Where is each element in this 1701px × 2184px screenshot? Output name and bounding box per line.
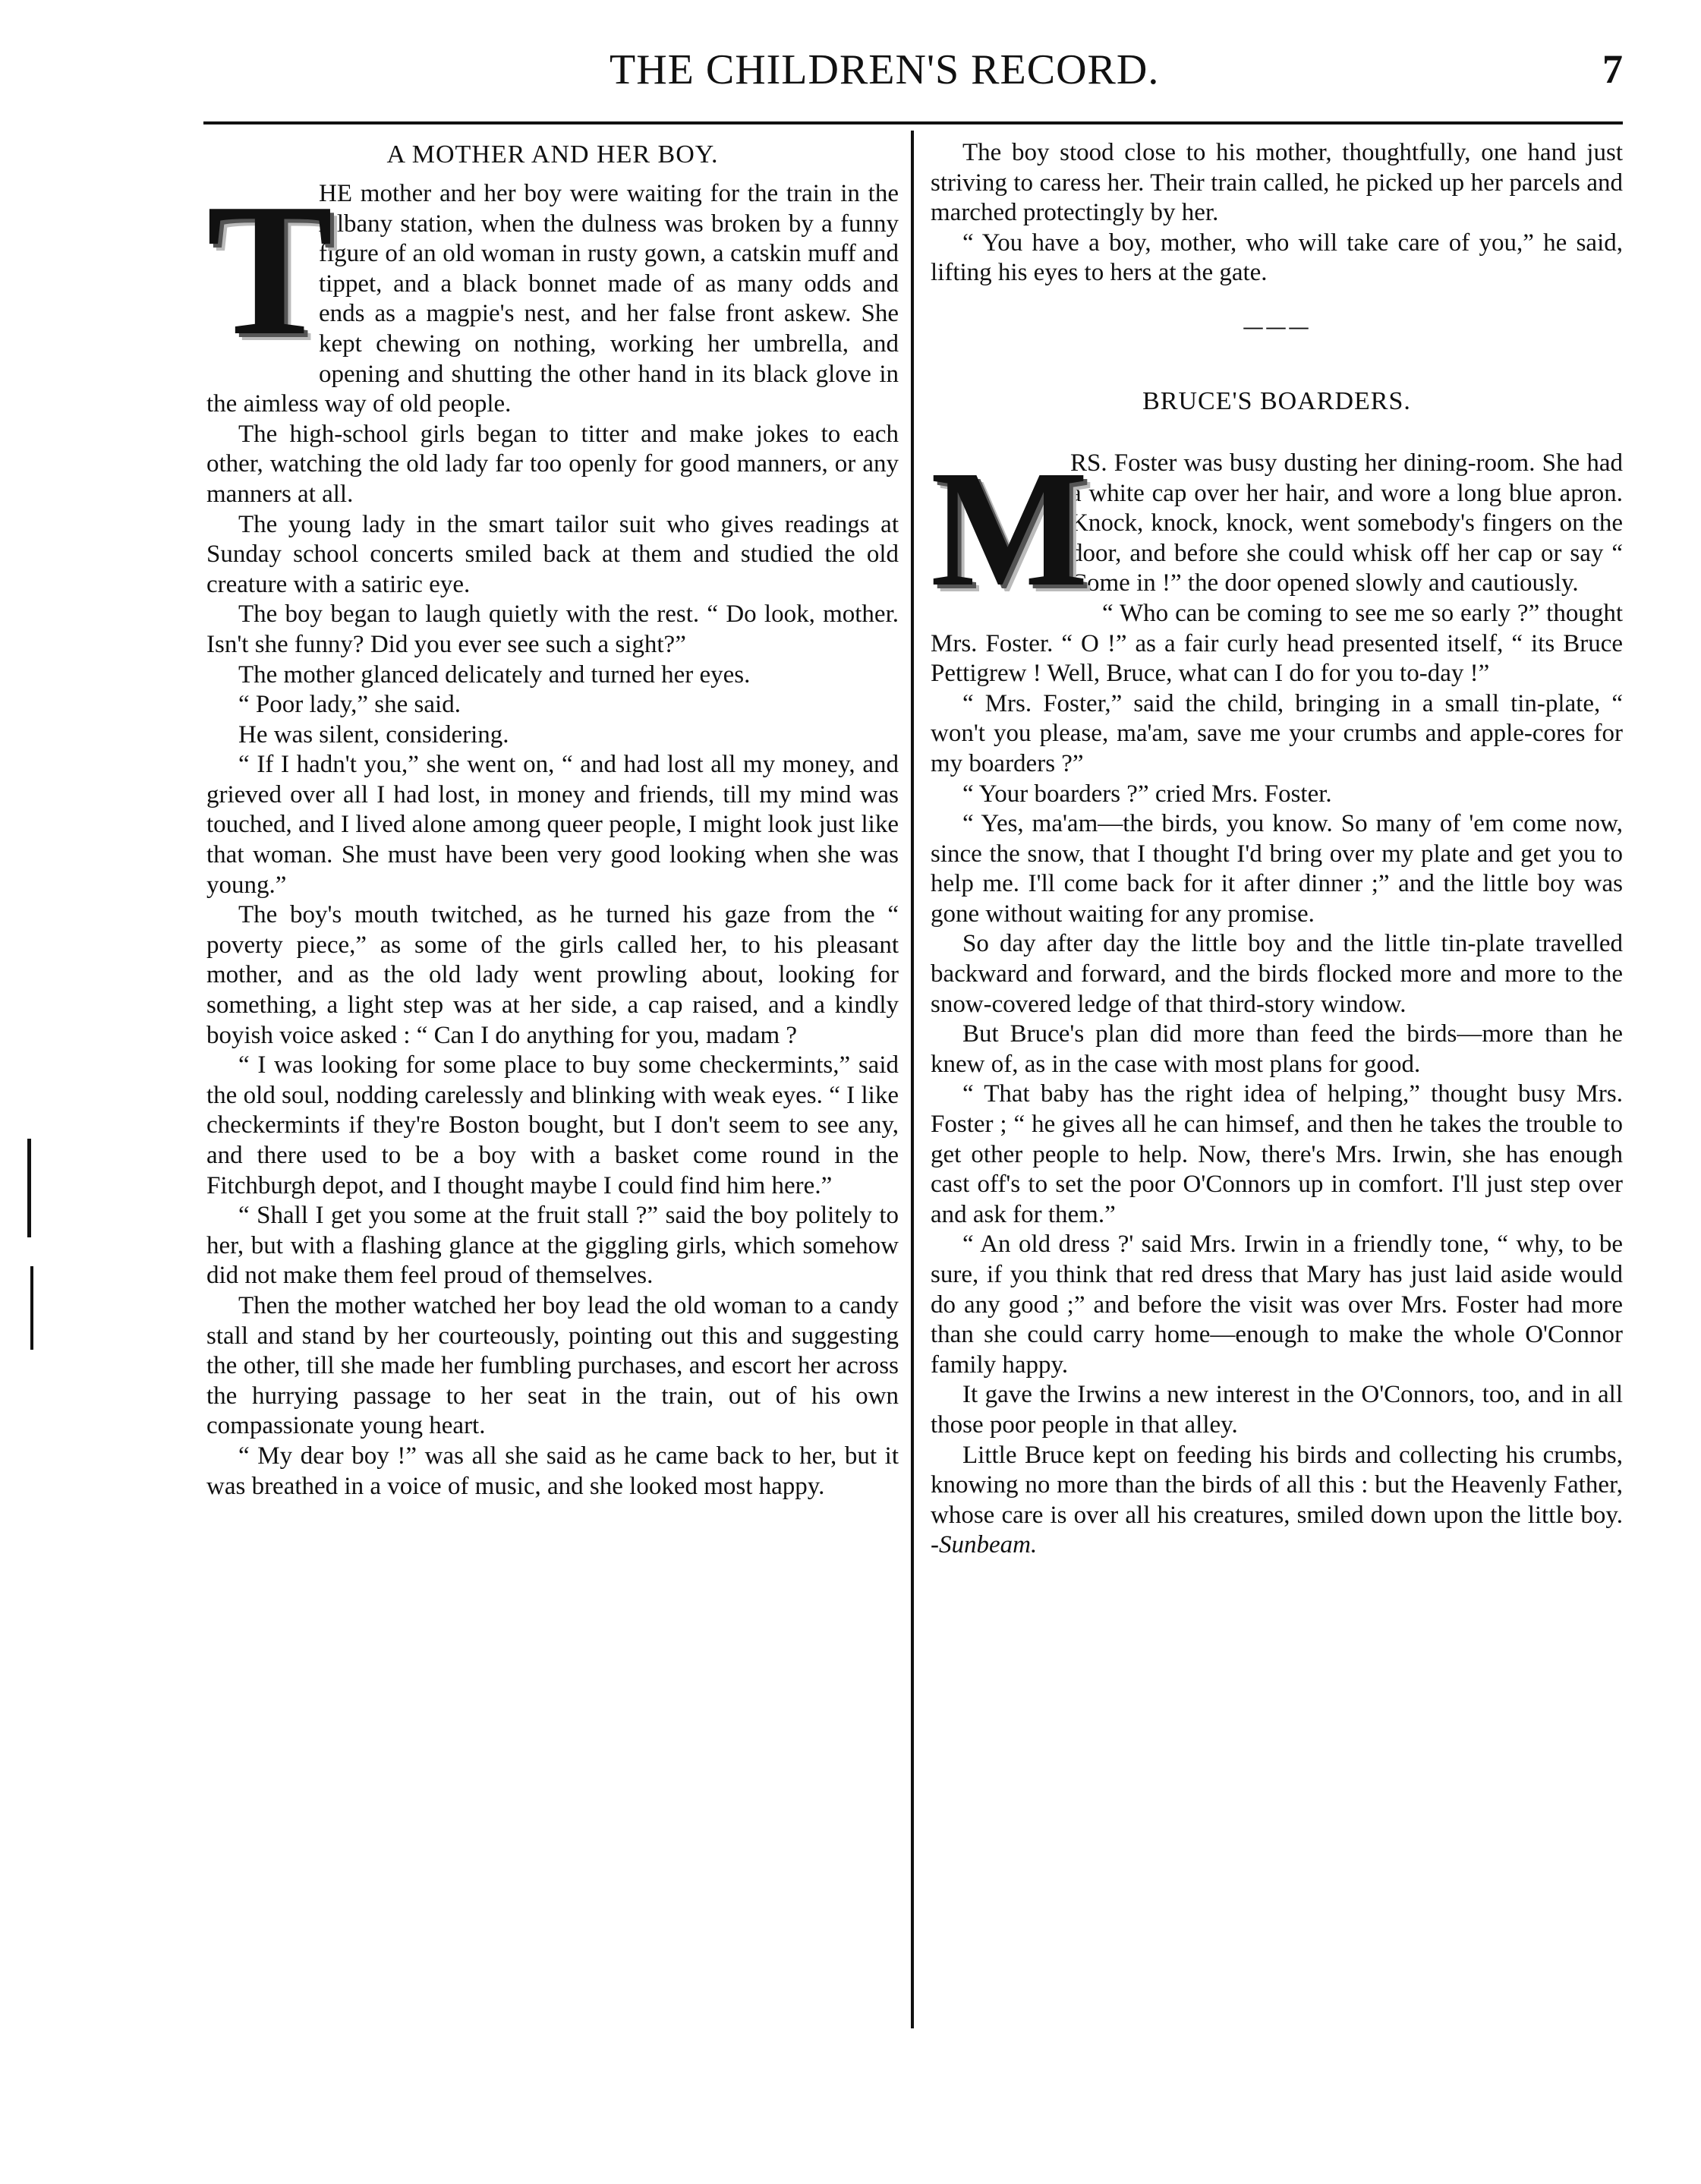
page-header xyxy=(203,44,1623,105)
paragraph: But Bruce's plan did more than feed the birds—more than he knew of, as in the case with most plans for good. xyxy=(931,1020,1623,1078)
paragraph: Then the mother watched her boy lead the old woman to a candy stall and stand by her courteously, pointing out this and suggesting the other, till she made her fumbling purchases, and escort her across the hurrying passage to her seat in the train, out of his own compassionate young heart. xyxy=(206,1291,899,1440)
dropcap-letter: M xyxy=(931,435,1088,621)
paragraph: So day after day the little boy and the little tin-plate travelled backward and forward, and the birds flocked more and more to the snow-covered ledge of that third-story window. xyxy=(931,930,1623,1018)
paragraph: The young lady in the smart tailor suit who gives readings at Sunday school concerts smiled back at them and studied the old creature with a satiric eye. xyxy=(206,510,899,598)
header-rule xyxy=(203,121,1623,124)
paragraph: “ I was looking for some place to buy some checkermints,” said the old soul, nodding carelessly and blinking with weak eyes. “ I like checkermints if they're Boston bought, but I don't seem to see any, and there used to be a boy with a basket come round in the Fitchburgh depot, and I thought maybe I could find him here.” xyxy=(206,1051,899,1199)
paragraph: “ An old dress ?' said Mrs. Irwin in a friendly tone, “ why, to be sure, if you think that red dress that Mary has just laid aside would do any good ;” and before the visit was over Mrs. Foster had more than she could carry home—enough to make the whole O'Connor family happy. xyxy=(931,1231,1623,1379)
paragraph: HE mother and her boy were waiting for the train in the Albany station, when the dulness was broken by a funny figure of an old woman in rusty gown, a catskin muff and tippet, and a black bonnet made of as many odds and ends as a magpie's nest, and her false front askew. She kept chewing on nothing, working her umbrella, and opening and shutting the other hand in its black glove in the aimless way of old people. xyxy=(206,180,899,418)
paragraph: The boy's mouth twitched, as he turned his gaze from the “ poverty piece,” as some of the girls called her, to his pleasant mother, and as the old lady went prowling about, looking for something, a light step was at her side, a cap raised, and a kindly boyish voice asked : “ Can I do anything for you, madam ? xyxy=(206,901,899,1049)
paragraph: The high-school girls began to titter and make jokes to each other, watching the old lady far too openly for good manners, or any manners at all. xyxy=(206,420,899,508)
story-separator: ——— xyxy=(1243,314,1311,339)
paragraph: “ If I hadn't you,” she went on, “ and had lost all my money, and grieved over all I had lost, in money and friends, till my mind was touched, and I lived alone among queer people, I might look just like that woman. She must have been very good looking when she was young.” xyxy=(206,751,899,899)
scan-mark xyxy=(27,1139,31,1237)
story2-dropcap xyxy=(931,435,1088,621)
paragraph: He was silent, considering. xyxy=(238,720,509,748)
story1-dropcap xyxy=(206,165,333,375)
paragraph: “ Poor lady,” she said. xyxy=(238,691,461,719)
paragraph: “ Who can be coming to see me so early ?” thought Mrs. Foster. “ O !” as a fair curly head presented itself, “ its Bruce Pettigrew ! Well, Bruce, what can I do for you to-day !” xyxy=(931,599,1623,688)
paragraph: The mother glanced delicately and turned her eyes. xyxy=(238,660,751,689)
paragraph: “ Yes, ma'am—the birds, you know. So many of 'em come now, since the snow, that I thought I'd bring over my plate and get you to help me. I'll come back for it after dinner ;” and the little boy was gone without waiting for any promise. xyxy=(931,810,1623,928)
scan-mark xyxy=(30,1266,33,1350)
signature: Sunbeam. xyxy=(939,1531,1038,1559)
paragraph-text: Little Bruce kept on feeding his birds and collecting his crumbs, knowing no more than the birds of all this : but the Heavenly Father, whose care is over all his creatures, smiled down upon the little boy. - xyxy=(931,1441,1623,1559)
paragraph: “ You have a boy, mother, who will take care of you,” he said, lifting his eyes to hers at the gate. xyxy=(931,228,1623,287)
story2-title: BRUCE'S BOARDERS. xyxy=(1142,386,1411,415)
page-number: 7 xyxy=(1602,46,1623,92)
paragraph: “ My dear boy !” was all she said as he came back to her, but it was breathed in a voice of music, and she looked most happy. xyxy=(206,1442,899,1500)
paragraph: “ Mrs. Foster,” said the child, bringing in a small tin-plate, “ won't you please, ma'am, save me your crumbs and apple-cores for my boarders ?” xyxy=(931,689,1623,777)
paragraph: It gave the Irwins a new interest in the O'Connors, too, and in all those poor people in that alley. xyxy=(931,1381,1623,1439)
paragraph: “ That baby has the right idea of helping,” thought busy Mrs. Foster ; “ he gives all he can himsef, and then he takes the trouble to get other people to help. Now, there's Mrs. Irwin, she has enough cast off's to set the poor O'Connors up in comfort. I'll just step over and ask for them.” xyxy=(931,1080,1623,1228)
paragraph: The boy began to laugh quietly with the rest. “ Do look, mother. Isn't she funny? Did you ever see such a sight?” xyxy=(206,600,899,658)
publication-title: THE CHILDREN'S RECORD. xyxy=(610,46,1160,93)
right-column xyxy=(931,138,1623,1561)
paragraph: RS. Foster was busy dusting her dining-room. She had a white cap over her hair, and wore a long blue apron. Knock, knock, knock, went somebody's fingers on the door, and before she could whisk off her cap or say “ Come in !” the door opened slowly and cautiously. xyxy=(1070,449,1623,597)
paragraph xyxy=(931,1441,1623,1561)
paragraph: “ Your boarders ?” cried Mrs. Foster. xyxy=(962,780,1332,808)
paragraph: The boy stood close to his mother, thoughtfully, one hand just striving to caress her. Their train called, he picked up her parcels and marched protectingly by her. xyxy=(931,139,1623,227)
story1-title: A MOTHER AND HER BOY. xyxy=(386,140,719,169)
dropcap-letter: T xyxy=(206,165,333,375)
column-divider xyxy=(911,131,914,2028)
left-column xyxy=(206,138,899,1502)
paragraph: “ Shall I get you some at the fruit stall ?” said the boy politely to her, but with a flashing glance at the giggling girls, which somehow did not make them feel proud of themselves. xyxy=(206,1202,899,1290)
